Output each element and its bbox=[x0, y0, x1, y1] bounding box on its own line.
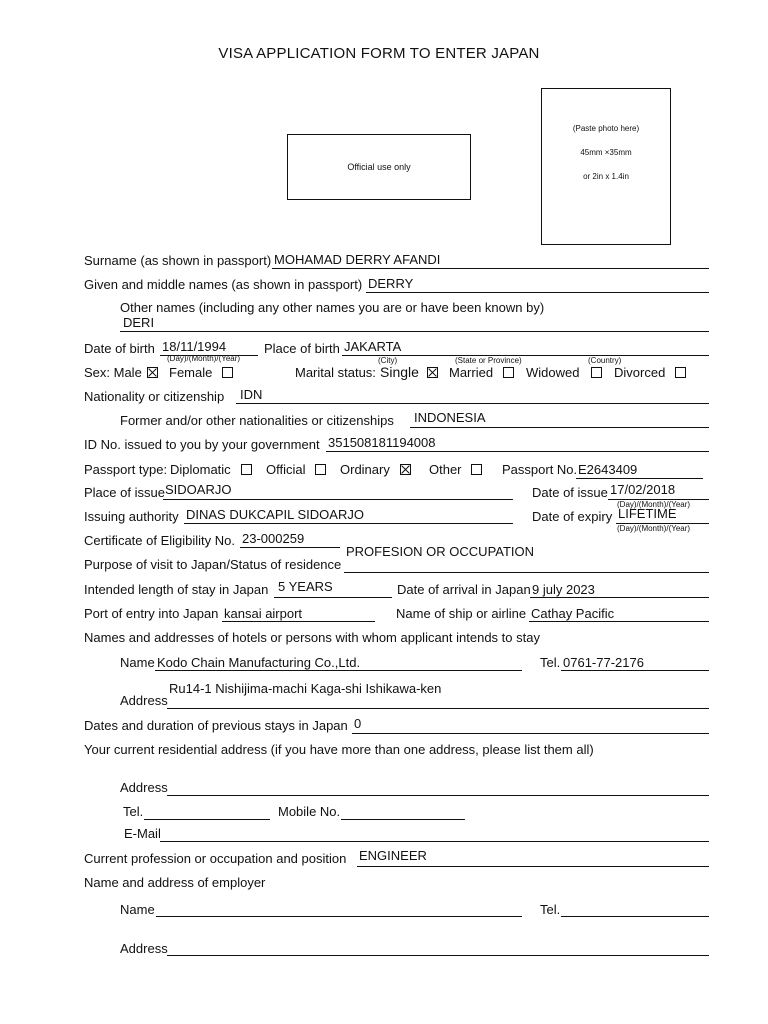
photo-hint-2: 45mm ×35mm bbox=[580, 148, 632, 157]
employer-name-line[interactable] bbox=[156, 916, 522, 917]
employer-tel-line[interactable] bbox=[561, 916, 709, 917]
city-hint: (City) bbox=[378, 356, 398, 365]
form-title: VISA APPLICATION FORM TO ENTER JAPAN bbox=[218, 45, 540, 62]
photo-box[interactable] bbox=[541, 88, 671, 245]
host-address-value[interactable]: Ru14-1 Nishijima-machi Kaga-shi Ishikawa-ken bbox=[169, 681, 442, 696]
host-name-label: Name bbox=[120, 655, 155, 670]
coe-line bbox=[240, 547, 340, 548]
state-hint: (State or Province) bbox=[455, 356, 522, 365]
place-issue-value[interactable]: SIDOARJO bbox=[165, 482, 232, 497]
issuing-authority-value[interactable]: DINAS DUKCAPIL SIDOARJO bbox=[186, 507, 364, 522]
official-checkbox[interactable] bbox=[315, 464, 326, 475]
host-tel-line bbox=[561, 670, 709, 671]
diplomatic-label: Diplomatic bbox=[170, 462, 231, 477]
divorced-label: Divorced bbox=[614, 365, 666, 380]
passport-no-label: Passport No. bbox=[502, 462, 578, 477]
issuing-authority-line bbox=[184, 523, 513, 524]
given-value[interactable]: DERRY bbox=[368, 276, 414, 291]
single-checkbox[interactable] bbox=[427, 367, 438, 378]
port-entry-value[interactable]: kansai airport bbox=[224, 606, 303, 621]
sex-label: Sex: Male bbox=[84, 365, 142, 380]
profession-label: Current profession or occupation and position bbox=[84, 851, 347, 866]
port-entry-line bbox=[222, 621, 375, 622]
current-tel-line[interactable] bbox=[144, 819, 270, 820]
nationality-value[interactable]: IDN bbox=[240, 387, 263, 402]
other-names-label: Other names (including any other names you are or have been known by) bbox=[120, 300, 545, 315]
female-label: Female bbox=[169, 365, 213, 380]
former-nat-line bbox=[410, 427, 709, 428]
nationality-label: Nationality or citizenship bbox=[84, 389, 225, 404]
host-tel-label: Tel. bbox=[540, 655, 561, 670]
dob-value[interactable]: 18/11/1994 bbox=[162, 339, 227, 354]
other-label: Other bbox=[429, 462, 462, 477]
employer-tel-label: Tel. bbox=[540, 902, 561, 917]
date-expiry-value[interactable]: LIFETIME bbox=[618, 506, 677, 521]
former-nat-label: Former and/or other nationalities or citizenships bbox=[120, 413, 394, 428]
profession-line bbox=[357, 866, 709, 867]
prev-stays-line bbox=[352, 733, 709, 734]
hotels-label: Names and addresses of hotels or persons with whom applicant intends to stay bbox=[84, 630, 540, 645]
country-hint: (Country) bbox=[588, 356, 622, 365]
employer-label: Name and address of employer bbox=[84, 875, 266, 890]
official-use-box bbox=[287, 134, 471, 200]
pob-value[interactable]: JAKARTA bbox=[344, 339, 402, 354]
length-stay-line bbox=[274, 597, 392, 598]
male-checkbox[interactable] bbox=[147, 367, 158, 378]
date-issue-label: Date of issue bbox=[532, 485, 608, 500]
coe-value[interactable]: 23-000259 bbox=[242, 531, 305, 546]
photo-hint-1: (Paste photo here) bbox=[572, 124, 640, 133]
diplomatic-checkbox[interactable] bbox=[241, 464, 252, 475]
current-tel-label: Tel. bbox=[123, 804, 144, 819]
passport-type-label: Passport type: bbox=[84, 462, 168, 477]
surname-line bbox=[272, 268, 709, 269]
date-issue-hint: (Day)/(Month)/(Year) bbox=[617, 500, 691, 509]
prev-stays-label: Dates and duration of previous stays in Japan bbox=[84, 718, 348, 733]
issuing-authority-label: Issuing authority bbox=[84, 509, 179, 524]
other-checkbox[interactable] bbox=[471, 464, 482, 475]
official-use-label: Official use only bbox=[347, 162, 411, 172]
former-nat-value[interactable]: INDONESIA bbox=[414, 410, 486, 425]
ordinary-checkbox[interactable] bbox=[400, 464, 411, 475]
given-label: Given and middle names (as shown in passport) bbox=[84, 277, 363, 292]
date-expiry-hint: (Day)/(Month)/(Year) bbox=[617, 524, 691, 533]
id-no-label: ID No. issued to you by your government bbox=[84, 437, 320, 452]
employer-address-line[interactable] bbox=[167, 955, 709, 956]
email-label: E-Mail bbox=[124, 826, 161, 841]
purpose-label: Purpose of visit to Japan/Status of residence bbox=[84, 557, 342, 572]
email-line[interactable] bbox=[160, 841, 709, 842]
dob-label: Date of birth bbox=[84, 341, 155, 356]
current-address-line[interactable] bbox=[167, 795, 709, 796]
employer-address-label: Address bbox=[120, 941, 168, 956]
date-arrival-value[interactable]: 9 july 2023 bbox=[532, 582, 595, 597]
dob-hint: (Day)/(Month)/(Year) bbox=[167, 354, 241, 363]
married-label: Married bbox=[449, 365, 494, 380]
divorced-checkbox[interactable] bbox=[675, 367, 686, 378]
purpose-value[interactable]: PROFESION OR OCCUPATION bbox=[346, 544, 535, 559]
surname-value[interactable]: MOHAMAD DERRY AFANDI bbox=[274, 252, 441, 267]
given-line bbox=[366, 292, 709, 293]
female-checkbox[interactable] bbox=[222, 367, 233, 378]
place-issue-label: Place of issue bbox=[84, 485, 165, 500]
date-issue-value[interactable]: 17/02/2018 bbox=[610, 482, 676, 497]
host-name-value[interactable]: Kodo Chain Manufacturing Co.,Ltd. bbox=[157, 655, 361, 670]
length-stay-value[interactable]: 5 YEARS bbox=[278, 579, 333, 594]
mobile-label: Mobile No. bbox=[278, 804, 341, 819]
surname-label: Surname (as shown in passport) bbox=[84, 253, 272, 268]
place-issue-line bbox=[163, 499, 513, 500]
nationality-line bbox=[236, 403, 709, 404]
marital-label: Marital status: bbox=[295, 365, 376, 380]
host-name-line bbox=[155, 670, 522, 671]
id-no-value[interactable]: 351508181194008 bbox=[328, 435, 436, 450]
mobile-line[interactable] bbox=[341, 819, 465, 820]
ship-airline-label: Name of ship or airline bbox=[396, 606, 527, 621]
single-label: Single bbox=[380, 364, 419, 380]
host-address-label: Address bbox=[120, 693, 168, 708]
purpose-line bbox=[344, 572, 709, 573]
passport-no-value[interactable]: E2643409 bbox=[578, 462, 638, 477]
date-arrival-label: Date of arrival in Japan bbox=[397, 582, 531, 597]
host-tel-value[interactable]: 0761-77-2176 bbox=[563, 655, 644, 670]
employer-name-label: Name bbox=[120, 902, 155, 917]
host-address-line bbox=[167, 708, 709, 709]
married-checkbox[interactable] bbox=[503, 367, 514, 378]
date-expiry-label: Date of expiry bbox=[532, 509, 613, 524]
other-names-value[interactable]: DERI bbox=[123, 315, 155, 330]
date-arrival-line bbox=[530, 597, 709, 598]
prev-stays-value[interactable]: 0 bbox=[354, 716, 362, 731]
ordinary-label: Ordinary bbox=[340, 462, 390, 477]
passport-no-line bbox=[576, 478, 703, 479]
ship-airline-value[interactable]: Cathay Pacific bbox=[531, 606, 615, 621]
current-address-label: Address bbox=[120, 780, 168, 795]
profession-value[interactable]: ENGINEER bbox=[359, 848, 427, 863]
length-stay-label: Intended length of stay in Japan bbox=[84, 582, 269, 597]
official-label: Official bbox=[266, 462, 306, 477]
port-entry-label: Port of entry into Japan bbox=[84, 606, 219, 621]
widowed-label: Widowed bbox=[526, 365, 580, 380]
pob-label: Place of birth bbox=[264, 341, 340, 356]
other-names-line bbox=[120, 331, 709, 332]
coe-label: Certificate of Eligibility No. bbox=[84, 533, 235, 548]
id-no-line bbox=[326, 451, 709, 452]
photo-hint-3: or 2in x 1.4in bbox=[583, 172, 629, 181]
widowed-checkbox[interactable] bbox=[591, 367, 602, 378]
current-addr-label: Your current residential address (if you have more than one address, please list them all) bbox=[84, 742, 594, 757]
ship-airline-line bbox=[529, 621, 709, 622]
